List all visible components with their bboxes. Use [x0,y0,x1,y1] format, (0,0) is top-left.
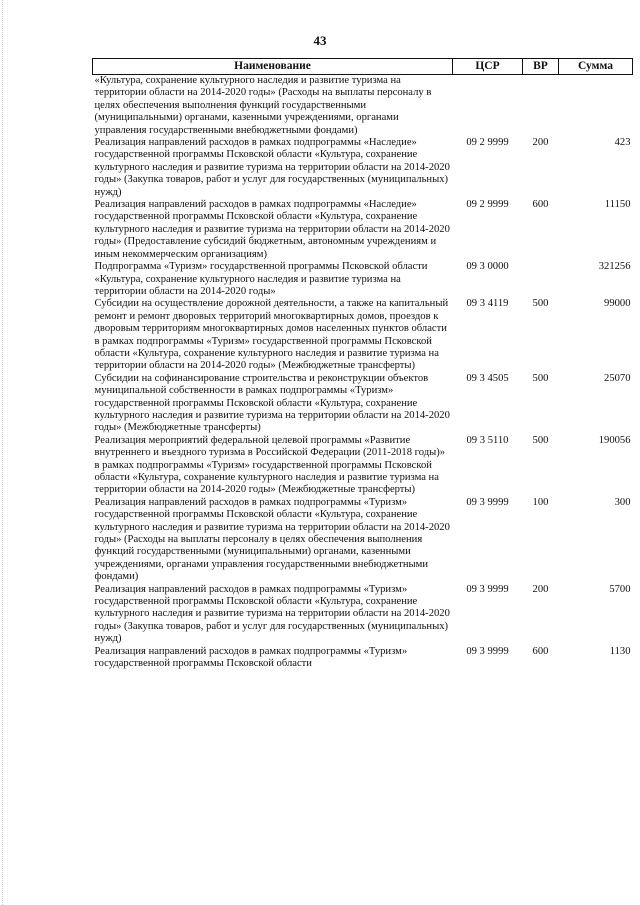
row-vr: 500 [532,298,549,310]
row-name: Субсидии на софинансирование строительства и реконструкции объектов муниципальной собственности в рамках подпрограммы «Туризм» государственной программы Псковской области «Культура, сохранение культурного наследия и развитие туризма на территории области на 2014-2020 годы» (Межбюджетные трансферты) [94,372,450,434]
row-name: Подпрограмма «Туризм» государственной программы Псковской области «Культура, сохранение культурного наследия и развитие туризма на территории области на 2014-2020 годы» [94,261,428,297]
row-vr: 200 [532,137,549,149]
header-vr: ВР [523,59,559,75]
row-sum: 11150 [604,199,631,211]
row-csr: 09 3 9999 [466,583,509,595]
table-header-row [93,59,633,75]
row-vr: 200 [532,583,549,595]
header-csr: ЦСР [453,59,523,75]
row-vr: 600 [532,199,549,211]
table-row [93,373,633,435]
row-sum: 423 [614,137,631,149]
row-name: Субсидии на осуществление дорожной деятельности, а также на капитальный ремонт и ремонт дворовых территорий многоквартирных домов, проездов к дворовым территориям многоквартирных домов населенных пунктов области в рамках подпрограммы «Туризм» государственной программы Псковской области «Культура, сохранение культурного наследия и развитие туризма на территории области на 2014-2020 годы» (Межбюджетные трансферты) [94,298,449,372]
row-vr [523,261,559,298]
row-csr [453,75,523,138]
row-vr: 600 [532,645,549,657]
header-sum: Сумма [559,59,633,75]
row-sum: 190056 [598,434,631,446]
row-name: «Культура, сохранение культурного наследия и развитие туризма на территории области на 2014-2020 годы» (Расходы на выплаты персоналу в целях обеспечения выполнения функций государственными (муниципальными) органами, казенными учреждениями, органами управления государственными внебюджетными фондами) [94,75,432,136]
table-row [93,298,633,372]
row-vr: 500 [532,372,549,384]
table-row [93,435,633,497]
row-csr: 09 3 9999 [466,496,509,508]
row-sum: 5700 [609,583,631,595]
row-sum: 300 [614,496,631,508]
row-name: Реализация направлений расходов в рамках подпрограммы «Туризм» государственной программы Псковской области «Культура, сохранение культурного наследия и развитие туризма на территории области на 2014-2020 годы» (Расходы на выплаты персоналу в целях обеспечения выполнения функций государственными (муниципальными) органами, казенными учреждениями, органами управления государственными внебюджетными фондами) [94,496,450,583]
table-row [93,261,633,298]
row-csr: 09 2 9999 [466,137,509,149]
header-name: Наименование [93,59,453,75]
table-row [93,584,633,646]
table-row [93,646,633,671]
budget-table [92,58,633,671]
row-sum: 1130 [609,645,631,657]
page-number: 43 [313,33,327,48]
row-vr: 100 [532,496,549,508]
row-csr: 09 2 9999 [466,199,509,211]
scan-margin-line [2,0,3,905]
row-sum: 321256 [598,261,631,273]
row-csr: 09 3 0000 [466,261,509,273]
table-row [93,75,633,138]
row-name: Реализация мероприятий федеральной целевой программы «Развитие внутреннего и въездного туризма в Российской Федерации (2011-2018 годы)» в рамках подпрограммы «Туризм» государственной программы Псковской области «Культура, сохранение культурного наследия и развитие туризма на территории области на 2014-2020 годы» (Межбюджетные трансферты) [94,434,446,496]
row-name: Реализация направлений расходов в рамках подпрограммы «Туризм» государственной программы Псковской области «Культура, сохранение культурного наследия и развитие туризма на территории области на 2014-2020 годы» (Закупка товаров, работ и услуг для государственных (муниципальных) нужд) [94,583,450,645]
row-name: Реализация направлений расходов в рамках подпрограммы «Наследие» государственной программы Псковской области «Культура, сохранение культурного наследия и развитие туризма на территории области на 2014-2020 годы» (Предоставление субсидий бюджетным, автономным учреждениям и иным некоммерческим организациям) [94,199,450,260]
row-name: Реализация направлений расходов в рамках подпрограммы «Туризм» государственной программы Псковской области [94,645,408,670]
row-csr: 09 3 4119 [466,298,509,310]
row-sum: 25070 [604,372,631,384]
row-name: Реализация направлений расходов в рамках подпрограммы «Наследие» государственной программы Псковской области «Культура, сохранение культурного наследия и развитие туризма на территории области на 2014-2020 годы» (Закупка товаров, работ и услуг для государственных (муниципальных) нужд) [94,137,450,198]
row-vr [523,75,559,138]
row-csr: 09 3 4505 [466,372,509,384]
row-sum [559,75,633,138]
row-sum: 99000 [604,298,631,310]
row-vr: 500 [532,434,549,446]
table-row [93,497,633,584]
row-csr: 09 3 5110 [466,434,509,446]
row-csr: 09 3 9999 [466,645,509,657]
table-row [93,137,633,199]
table-row [93,199,633,261]
